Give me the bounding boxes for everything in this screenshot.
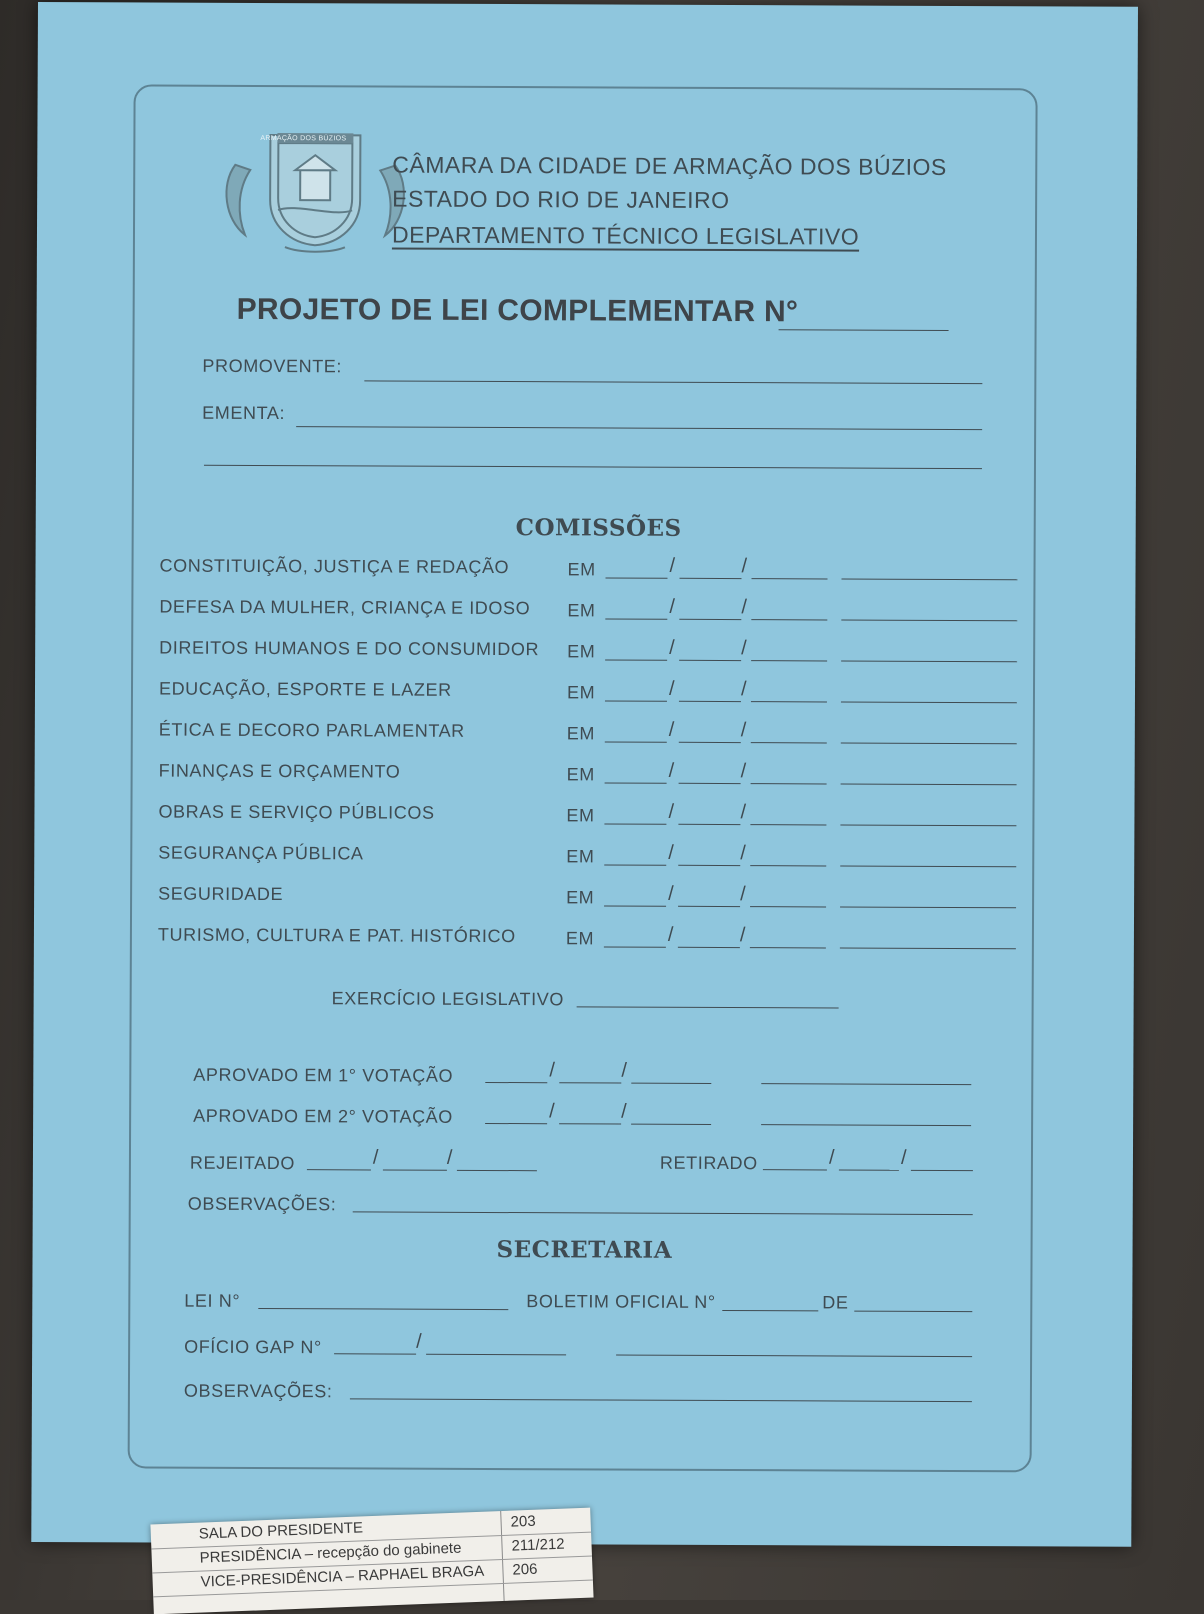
slash: / — [740, 801, 747, 824]
em-label: EM — [566, 682, 596, 703]
committee-name: DIREITOS HUMANOS E DO CONSUMIDOR — [159, 637, 540, 660]
committee-name: ÉTICA E DECORO PARLAMENTAR — [158, 719, 465, 741]
document-folder — [31, 2, 1138, 1547]
slash: / — [668, 800, 675, 823]
slash: / — [668, 759, 675, 782]
slash: / — [741, 596, 747, 619]
em-label: EM — [567, 559, 596, 580]
em-label: EM — [567, 641, 596, 662]
slash: / — [621, 1100, 627, 1123]
slash: / — [668, 841, 674, 864]
slash: / — [668, 718, 675, 741]
lei-label: LEI N° — [184, 1290, 241, 1311]
seal-text: ARMAÇÃO DOS BÚZIOS — [260, 134, 347, 143]
retirado-label: RETIRADO — [659, 1152, 758, 1174]
em-label: EM — [566, 805, 595, 826]
rejeitado-label: REJEITADO — [189, 1152, 296, 1174]
slash: / — [667, 923, 674, 946]
ementa-label: EMENTA: — [202, 402, 286, 424]
em-label: EM — [566, 846, 595, 867]
room-number: 203 — [510, 1512, 536, 1531]
comissoes-heading: COMISSÕES — [515, 514, 682, 542]
observacoes-label: OBSERVAÇÕES: — [187, 1193, 337, 1215]
slash: / — [740, 719, 747, 742]
department-name: DEPARTAMENTO TÉCNICO LEGISLATIVO — [391, 221, 860, 250]
room-number: 206 — [512, 1560, 538, 1579]
slash: / — [669, 554, 676, 577]
committee-name: DEFESA DA MULHER, CRIANÇA E IDOSO — [159, 596, 531, 619]
promovente-label: PROMOVENTE: — [202, 355, 343, 377]
committee-name: SEGURANÇA PÚBLICA — [158, 842, 364, 864]
em-label: EM — [566, 723, 596, 744]
slash: / — [900, 1146, 907, 1169]
slash: / — [741, 555, 748, 578]
slash: / — [669, 595, 675, 618]
coat-of-arms-seal — [215, 125, 416, 256]
slash: / — [668, 882, 674, 905]
slash: / — [740, 842, 746, 865]
room-name: SALA DO PRESIDENTE — [198, 1519, 364, 1543]
vote2-label: APROVADO EM 2° VOTAÇÃO — [193, 1105, 453, 1127]
slash: / — [740, 883, 746, 906]
slash: / — [372, 1146, 379, 1169]
oficio-label: OFÍCIO GAP N° — [184, 1336, 322, 1358]
committee-name: TURISMO, CULTURA E PAT. HISTÓRICO — [157, 924, 516, 947]
committee-name: OBRAS E SERVIÇO PÚBLICOS — [158, 801, 435, 823]
secretaria-observacoes-label: OBSERVAÇÕES: — [183, 1380, 333, 1402]
em-label: EM — [566, 764, 595, 785]
boletim-label: BOLETIM OFICIAL N° — [526, 1291, 716, 1312]
em-label: EM — [566, 887, 595, 908]
committee-name: SEGURIDADE — [158, 883, 284, 905]
slash: / — [416, 1330, 422, 1353]
exercicio-label: EXERCÍCIO LEGISLATIVO — [331, 988, 565, 1010]
committee-name: CONSTITUIÇÃO, JUSTIÇA E REDAÇÃO — [159, 555, 510, 578]
slash: / — [740, 678, 747, 701]
slash: / — [549, 1059, 555, 1082]
secretaria-heading: SECRETARIA — [496, 1236, 673, 1264]
committee-name: FINANÇAS E ORÇAMENTO — [158, 760, 401, 782]
chamber-name: CÂMARA DA CIDADE DE ARMAÇÃO DOS BÚZIOS — [392, 151, 947, 180]
slash: / — [740, 760, 747, 783]
slash: / — [668, 677, 675, 700]
room-number: 211/212 — [511, 1535, 565, 1555]
committee-name: EDUCAÇÃO, ESPORTE E LAZER — [158, 678, 452, 700]
vote1-label: APROVADO EM 1° VOTAÇÃO — [193, 1064, 454, 1086]
slash: / — [669, 636, 675, 659]
room-name: VICE-PRESIDÊNCIA – RAPHAEL BRAGA — [200, 1562, 485, 1591]
room-name: PRESIDÊNCIA – recepção do gabinete — [199, 1539, 462, 1567]
room-directory-sticker — [150, 1508, 593, 1614]
slash: / — [739, 924, 746, 947]
de-label: DE — [822, 1292, 849, 1313]
slash: / — [446, 1146, 453, 1169]
slash: / — [828, 1146, 835, 1169]
form-title: PROJETO DE LEI COMPLEMENTAR N° — [236, 292, 799, 329]
state-name: ESTADO DO RIO DE JANEIRO — [392, 185, 730, 214]
em-label: EM — [565, 928, 595, 949]
slash: / — [549, 1100, 555, 1123]
em-label: EM — [567, 600, 596, 621]
slash: / — [741, 637, 747, 660]
slash: / — [621, 1059, 627, 1082]
